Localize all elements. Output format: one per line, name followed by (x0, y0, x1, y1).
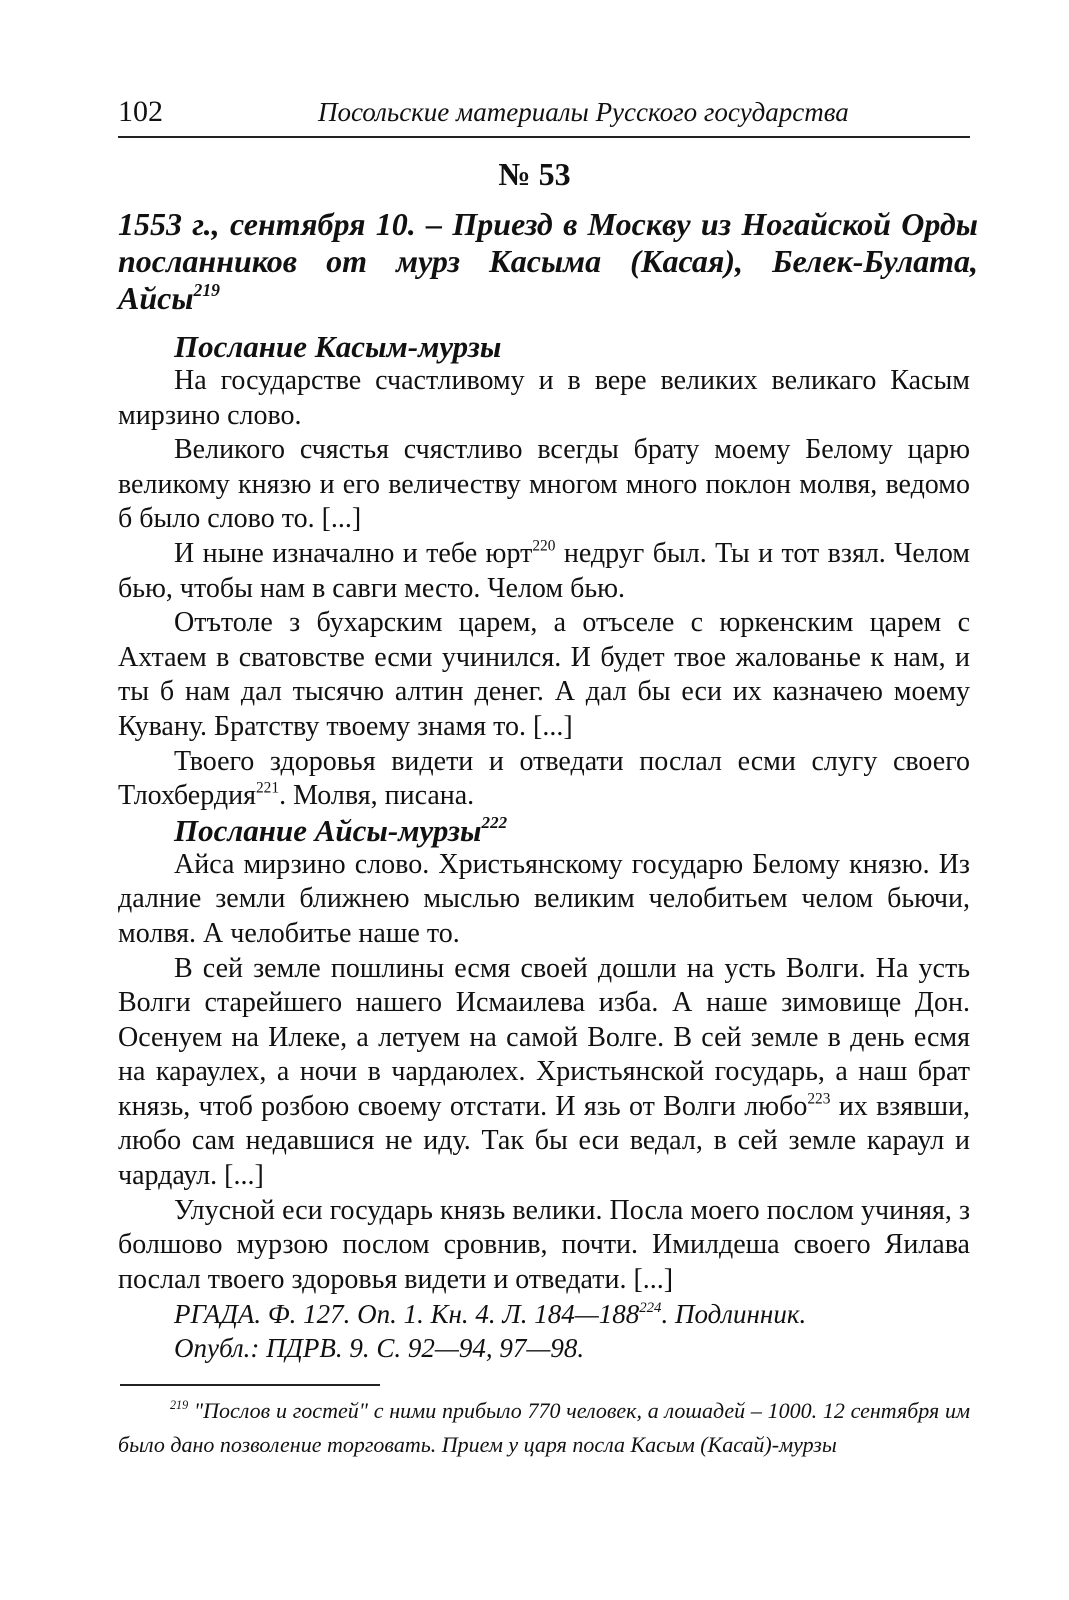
text-run: их взявши, любо сам недавшися не иду. Так бы еси ведал, в сей земле караул и чардаул. [...] (118, 1090, 970, 1192)
footnote-ref: 219 (193, 279, 220, 300)
paragraph: На государстве счастливому и в вере великих великаго Касым мирзино слово. (118, 365, 970, 431)
footnote-ref: 221 (255, 779, 280, 797)
document-body (118, 330, 970, 1365)
document-number: № 53 (498, 156, 571, 192)
section-title-aisa (118, 814, 970, 848)
paragraph: Айса мирзино слово. Христьянскому государю Белому князю. Из далние земли ближнею мыслью великим челобитьем челом бьючи, молвя. А челобитье наше то. (118, 848, 970, 949)
publication-citation: Опубл.: ПДРВ. 9. С. 92—94, 97—98. (174, 1333, 585, 1364)
footnote-text: "Послов и гостей" с ними прибыло 770 человек, а лошадей – 1000. 12 сентября им было дано позволение торговать. Прием у царя посла Касым (Касай)-мурзы (118, 1398, 970, 1457)
paragraph: Улусной еси государь князь велики. Посла моего послом учиняя, з болшово мурзою послом сровнив, почти. Имилдеша своего Яилава послал твоего здоровья видети и отведати. [...] (118, 1194, 970, 1295)
paragraph (118, 745, 970, 814)
footnote (118, 1394, 970, 1462)
footnote-ref: 220 (532, 537, 556, 555)
section-title-text: Послание Айсы-мурзы (174, 812, 482, 848)
running-title: Посольские материалы Русского государства (318, 97, 849, 127)
paragraph: Великого счястья счястливо всегды брату моему Белому царю великому князю и его величеству многом много поклон молвя, ведомо б было слово то. [...] (118, 434, 970, 535)
text-run: недруг был. Ты и тот взял. Челом бью, чтобы нам в савги место. Челом бью. (118, 537, 971, 604)
text-run: В сей земле пошлины есмя своей дошли на усть Волги. На усть Волги старейшего нашего Исмаилева изба. А наше зимовище Дон. Осенуем на Илеке, а летуем на самой Волге. В сей земле в день есмя на караулех, а ночи в чардаюлех. Христьянской государь, а наш брат князь, чтоб розбою своему отстати. И язь от Волги любо (118, 952, 970, 1122)
footnote-number: 219 (170, 1397, 189, 1412)
paragraph (118, 952, 970, 1194)
heading-text: 1553 г., сентября 10. – Приезд в Москву из Ногайской Орды посланников от мурз Касыма (Касая), Белек-Булата, Айсы (118, 206, 978, 316)
footnote-ref: 222 (481, 812, 508, 832)
archive-citation (118, 1297, 970, 1331)
footnote-divider (120, 1384, 380, 1386)
text-run: Твоего здоровья видети и отведати послал есми слугу своего Тлохбердия (118, 745, 970, 812)
page-number: 102 (118, 95, 163, 128)
citation-text: . Подлинник. (661, 1299, 807, 1330)
footnote-ref: 223 (807, 1090, 831, 1108)
text-run: И ныне изначално и тебе юрт (174, 537, 533, 569)
paragraph: Отътоле з бухарским царем, а отъселе с юркенским царем с Ахтаем в сватовстве есми учинился. И будет твое жалованье к нам, и ты б нам дал тысячю алтин денег. А дал бы еси их казначею моему Кувану. Братству твоему знамя то. [...] (118, 607, 970, 742)
citation-text: РГАДА. Ф. 127. Оп. 1. Кн. 4. Л. 184—188 (174, 1299, 640, 1330)
text-run: . Молвя, писана. (279, 780, 475, 812)
paragraph (118, 537, 970, 606)
footnote-ref: 224 (639, 1300, 662, 1317)
running-header (118, 92, 970, 138)
section-title-kasym: Послание Касым-мурзы (174, 329, 502, 364)
document-heading (118, 206, 978, 317)
